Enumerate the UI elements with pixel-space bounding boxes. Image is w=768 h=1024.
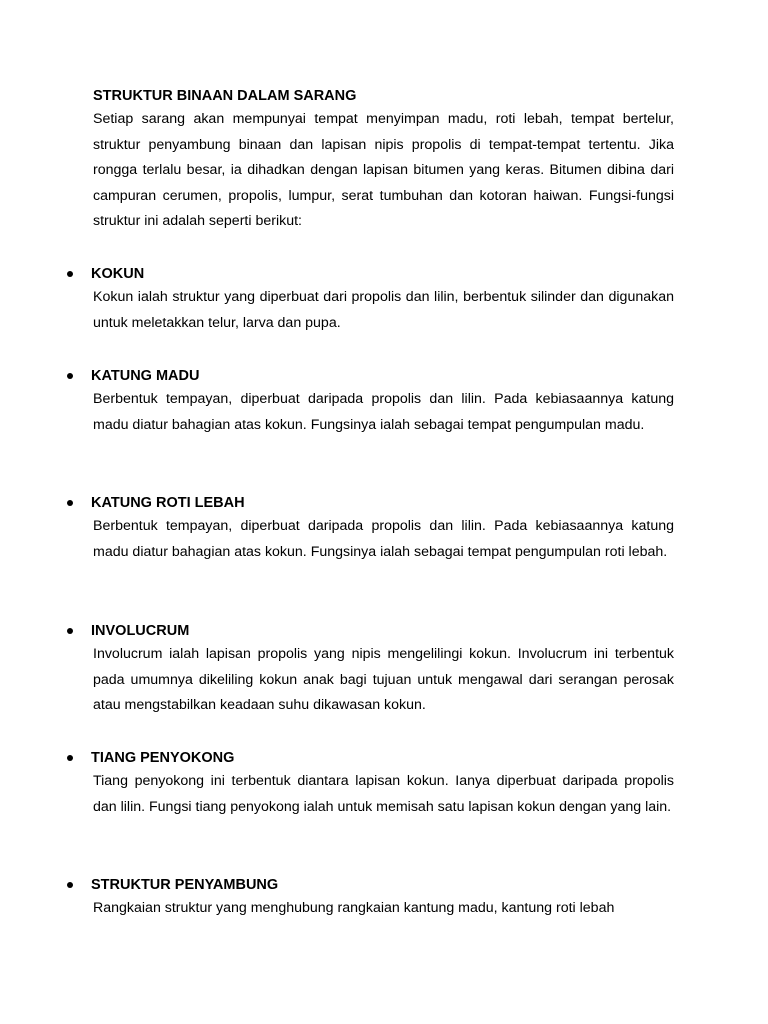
intro-paragraph: Setiap sarang akan mempunyai tempat menyimpan madu, roti lebah, tempat bertelur, struktur penyambung binaan dan lapisan nipis propolis di tempat-tempat tertentu. Jika rongga terlalu besar, ia dihadkan dengan lapisan bitumen yang keras. Bitumen dibina dari campuran cerumen, propolis, lumpur, serat tumbuhan dan kotoran haiwan. Fungsi-fungsi struktur ini adalah seperti berikut:	[93, 111, 674, 229]
intro-block	[93, 87, 674, 235]
section-heading: STRUKTUR PENYAMBUNG	[91, 877, 279, 893]
bullet-icon	[67, 373, 73, 379]
section-body: Tiang penyokong ini terbentuk diantara lapisan kokun. Ianya diperbuat daripada propolis dan lilin. Fungsi tiang penyokong ialah untuk memisah satu lapisan kokun dengan yang lain.	[93, 773, 674, 815]
section-body: Berbentuk tempayan, diperbuat daripada propolis dan lilin. Pada kebiasaannya katung madu diatur bahagian atas kokun. Fungsinya ialah sebagai tempat pengumpulan roti lebah.	[93, 518, 674, 560]
bullet-icon	[67, 882, 73, 888]
section-body: Involucrum ialah lapisan propolis yang nipis mengelilingi kokun. Involucrum ini terbentuk pada umumnya dikeliling kokun anak bagi tujuan untuk mengawal dari serangan perosak atau mengstabilkan keadaan suhu dikawasan kokun.	[93, 646, 674, 713]
section-heading: INVOLUCRUM	[91, 623, 190, 639]
section-body: Kokun ialah struktur yang diperbuat dari propolis dan lilin, berbentuk silinder dan digunakan untuk meletakkan telur, larva dan pupa.	[93, 289, 674, 331]
section-heading: KATUNG MADU	[91, 368, 200, 384]
section-body: Berbentuk tempayan, diperbuat daripada propolis dan lilin. Pada kebiasaannya katung madu diatur bahagian atas kokun. Fungsinya ialah sebagai tempat pengumpulan madu.	[93, 391, 674, 433]
bullet-icon	[67, 500, 73, 506]
section-heading: TIANG PENYOKONG	[91, 750, 235, 766]
bullet-icon	[67, 755, 73, 761]
bullet-icon	[67, 271, 73, 277]
bullet-icon	[67, 628, 73, 634]
page-title: STRUKTUR BINAAN DALAM SARANG	[93, 88, 357, 104]
section-body: Rangkaian struktur yang menghubung rangkaian kantung madu, kantung roti lebah	[93, 900, 615, 916]
section-heading: KATUNG ROTI LEBAH	[91, 495, 245, 511]
section-heading: KOKUN	[91, 266, 145, 282]
